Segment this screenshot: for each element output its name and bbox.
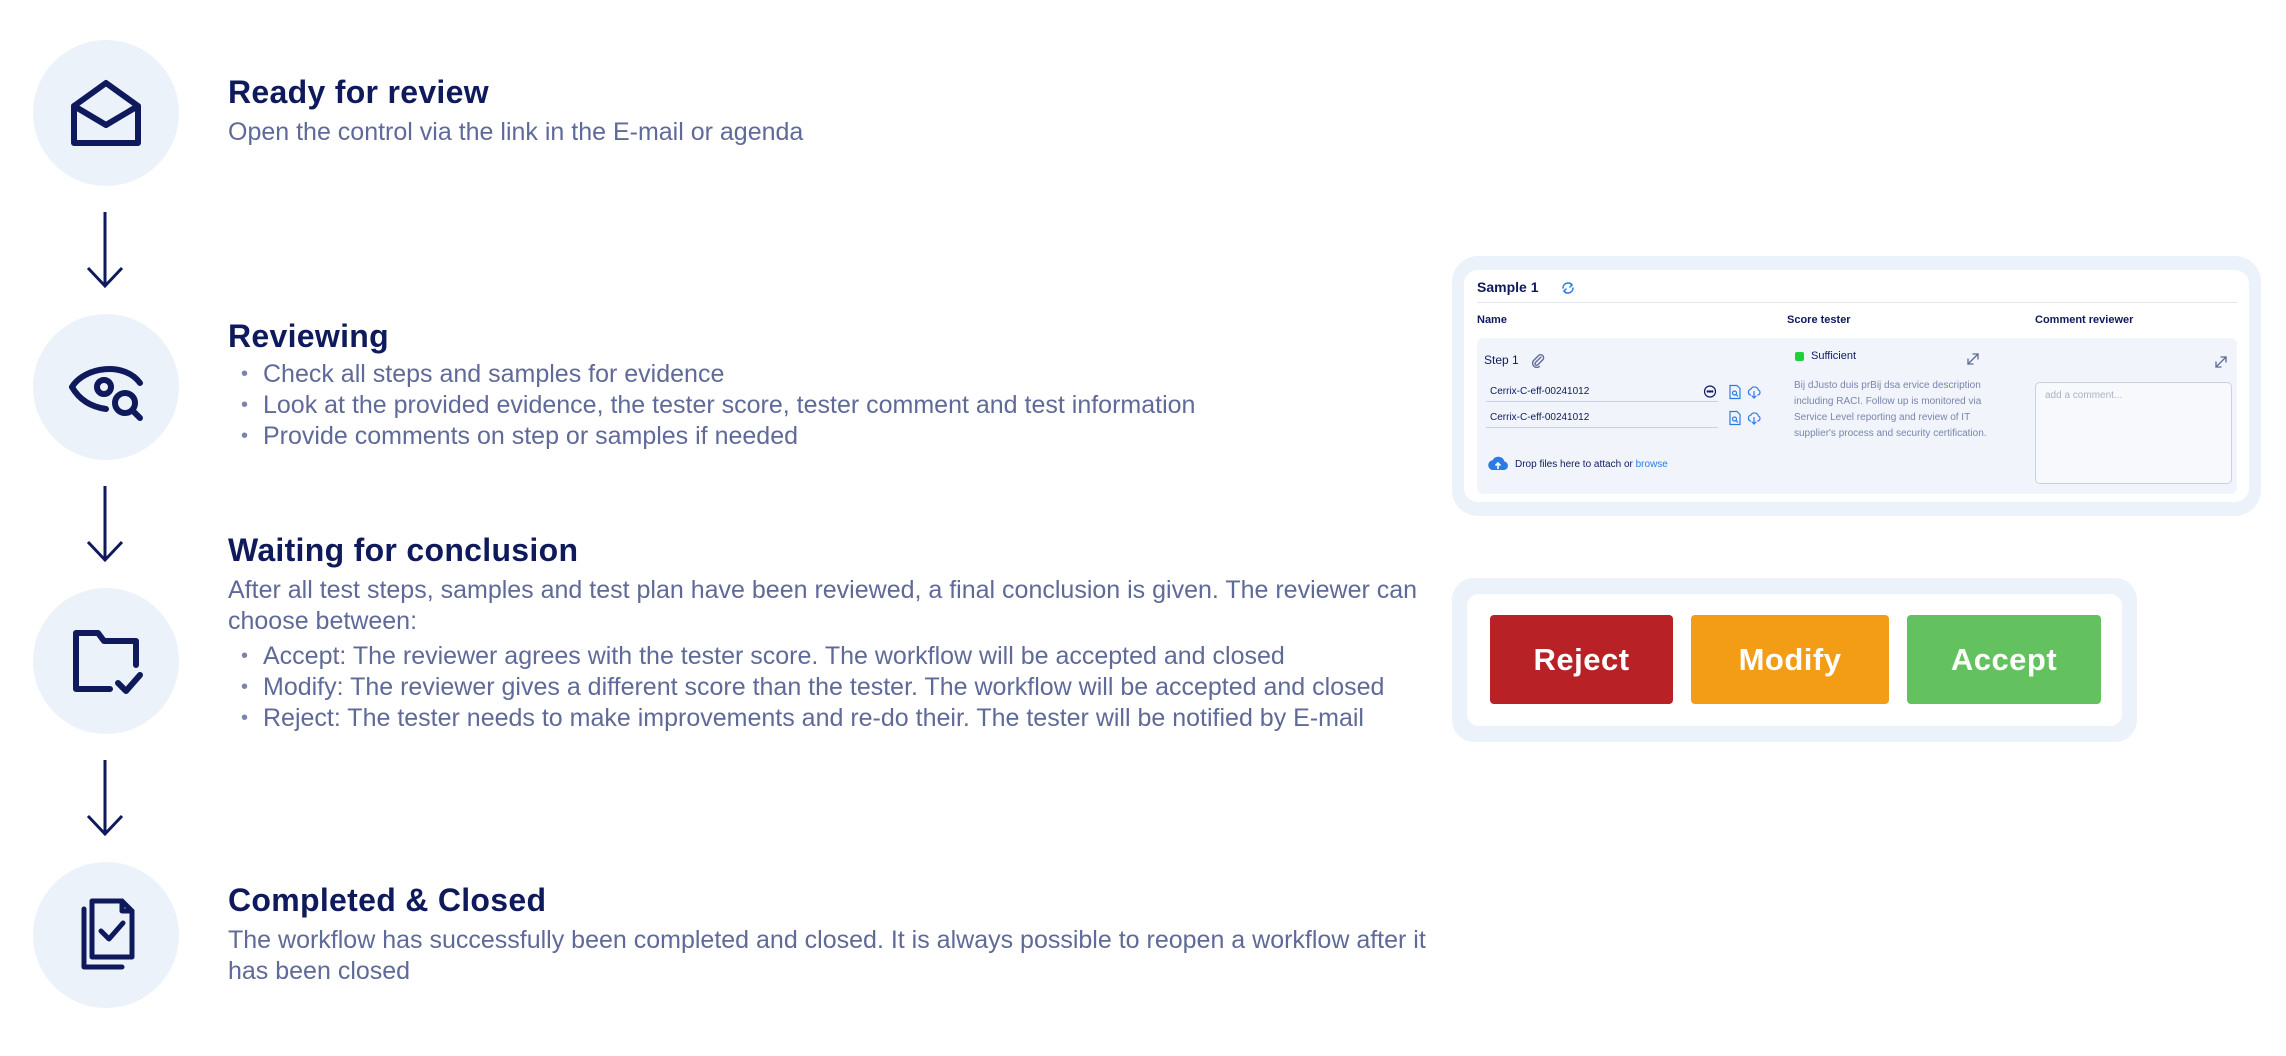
drop-text: Drop files here to attach or bbox=[1515, 459, 1633, 470]
accept-button[interactable]: Accept bbox=[1907, 615, 2101, 704]
documents-check-icon bbox=[66, 895, 146, 975]
list-item: • Check all steps and samples for evidence bbox=[263, 359, 1428, 390]
folder-check-icon bbox=[66, 621, 146, 701]
column-header-score: Score tester bbox=[1787, 314, 1851, 326]
flow-arrow-3 bbox=[80, 758, 130, 838]
file-name[interactable]: Cerrix-C-eff-00241012 bbox=[1490, 412, 1590, 423]
cloud-download-icon[interactable] bbox=[1746, 384, 1762, 400]
cloud-upload-icon[interactable] bbox=[1486, 454, 1510, 474]
step-completed bbox=[228, 882, 1428, 987]
flow-arrow-2 bbox=[80, 484, 130, 564]
ready-circle bbox=[33, 40, 179, 186]
step-ready bbox=[228, 74, 1428, 148]
step-title: Waiting for conclusion bbox=[228, 532, 579, 568]
reviewing-circle bbox=[33, 314, 179, 460]
list-item: • Look at the provided evidence, the tester score, tester comment and test information bbox=[263, 390, 1428, 421]
divider bbox=[1477, 302, 2237, 303]
list-item: • Reject: The tester needs to make improvements and re-do their. The tester will be notified by E-mail bbox=[263, 703, 1428, 734]
score-description: Bij dJusto duis prBij dsa ervice description including RACI. Follow up is monitored via Service Level reporting and review of IT supplier's process and security certification. bbox=[1794, 380, 1987, 439]
list-item: • Accept: The reviewer agrees with the tester score. The workflow will be accepted and closed bbox=[263, 641, 1428, 672]
step-bullets bbox=[228, 359, 1428, 452]
expand-icon[interactable] bbox=[1965, 351, 1981, 367]
document-search-icon[interactable] bbox=[1727, 410, 1743, 426]
score-value: Sufficient bbox=[1811, 350, 1857, 362]
completed-circle bbox=[33, 862, 179, 1008]
score-status-dot bbox=[1795, 352, 1804, 361]
list-item: • Modify: The reviewer gives a different score than the tester. The workflow will be accepted and closed bbox=[263, 672, 1428, 703]
comment-icon[interactable] bbox=[1702, 384, 1718, 400]
sample-title: Sample 1 bbox=[1477, 279, 1539, 295]
document-search-icon[interactable] bbox=[1727, 384, 1743, 400]
column-header-name: Name bbox=[1477, 314, 1507, 326]
step-title: Completed & Closed bbox=[228, 882, 547, 918]
step-description: After all test steps, samples and test plan have been reviewed, a final conclusion is given. The reviewer can choose between: bbox=[228, 576, 1418, 635]
modify-button[interactable]: Modify bbox=[1691, 615, 1889, 704]
reject-button[interactable]: Reject bbox=[1490, 615, 1673, 704]
divider bbox=[1486, 401, 1718, 402]
step-title: Reviewing bbox=[228, 318, 389, 354]
step-description: Open the control via the link in the E-mail or agenda bbox=[228, 118, 804, 146]
sample-panel-card bbox=[1464, 270, 2249, 502]
drop-zone[interactable] bbox=[1515, 459, 1668, 470]
browse-link[interactable]: browse bbox=[1635, 459, 1668, 470]
file-name[interactable]: Cerrix-C-eff-00241012 bbox=[1490, 386, 1590, 397]
step-bullets bbox=[228, 641, 1428, 734]
step-conclusion bbox=[228, 532, 1428, 734]
flow-arrow-1 bbox=[80, 210, 130, 290]
attachment-icon[interactable] bbox=[1530, 352, 1546, 368]
divider bbox=[1486, 427, 1718, 428]
envelope-open-icon bbox=[66, 73, 146, 153]
eye-search-icon bbox=[66, 347, 146, 427]
comment-input[interactable] bbox=[2035, 382, 2232, 484]
step-title: Ready for review bbox=[228, 74, 489, 110]
expand-icon[interactable] bbox=[2213, 354, 2229, 370]
step-reviewing bbox=[228, 318, 1428, 452]
column-header-comment: Comment reviewer bbox=[2035, 314, 2134, 326]
conclusion-circle bbox=[33, 588, 179, 734]
cloud-download-icon[interactable] bbox=[1746, 410, 1762, 426]
decision-panel bbox=[1452, 578, 2137, 742]
comment-placeholder: add a comment... bbox=[2045, 390, 2123, 401]
decision-panel-card bbox=[1467, 594, 2122, 726]
step-description: The workflow has successfully been completed and closed. It is always possible to reopen a workflow after it has been closed bbox=[228, 926, 1426, 985]
sample-panel bbox=[1452, 256, 2261, 516]
list-item: • Provide comments on step or samples if needed bbox=[263, 421, 1428, 452]
step-label: Step 1 bbox=[1484, 353, 1519, 367]
sync-icon[interactable] bbox=[1560, 280, 1576, 296]
